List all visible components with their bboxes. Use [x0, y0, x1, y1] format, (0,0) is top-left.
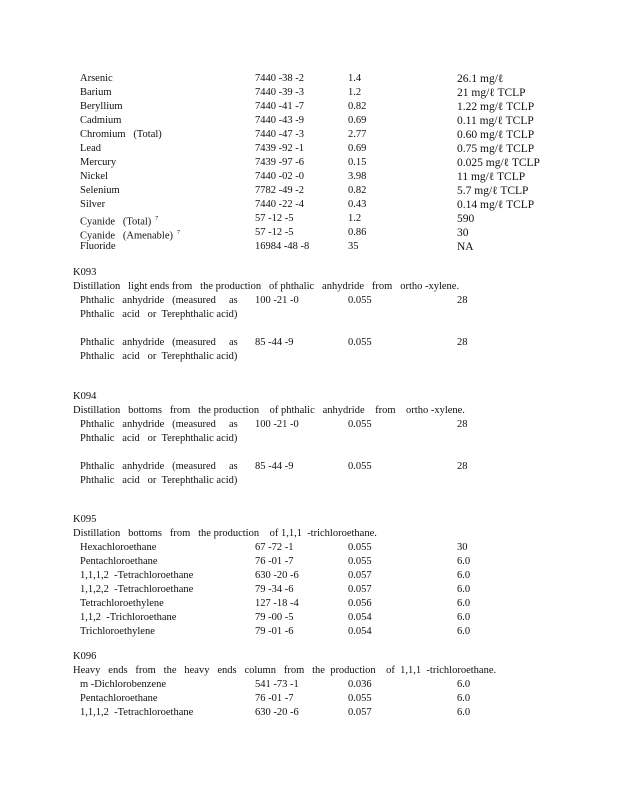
footnote-ref: 7	[155, 216, 159, 222]
constituent-name: Hexachloroethane	[80, 542, 157, 553]
footnote-ref: 7	[177, 230, 181, 236]
constituent-name: Tetrachloroethylene	[80, 598, 164, 609]
waste-description-k093: Distillation light ends from the production of phthalic anhydride from ortho -xylene.	[73, 281, 460, 292]
table-row	[0, 569, 618, 583]
constituent-name: Beryllium	[80, 101, 123, 112]
table-row	[0, 597, 618, 611]
cas-number: 7440 -22 -4	[255, 199, 304, 210]
constituent-name: 1,1,1,2 -Tetrachloroethane	[80, 707, 194, 718]
wastewater-value: 0.69	[348, 143, 367, 154]
wastewater-value: 0.056	[348, 598, 372, 609]
cas-number: 7439 -97 -6	[255, 157, 304, 168]
cas-number: 630 -20 -6	[255, 570, 299, 581]
wastewater-value: 0.69	[348, 115, 367, 126]
cas-number: 85 -44 -9	[255, 337, 294, 348]
nonwastewater-limit: 6.0	[457, 598, 471, 609]
table-row	[0, 226, 618, 240]
nonwastewater-limit: 6.0	[457, 584, 471, 595]
constituent-name: Phthalic anhydride (measured as Phthalic acid or Terephthalic acid)	[80, 419, 241, 444]
nonwastewater-limit: 0.75 mg/ℓ TCLP	[457, 143, 535, 155]
nonwastewater-limit: 0.60 mg/ℓ TCLP	[457, 129, 535, 141]
wastewater-value: 0.036	[348, 679, 372, 690]
waste-description-k096: Heavy ends from the heavy ends column from the production of 1,1,1 -trichloroethane.	[73, 665, 497, 676]
nonwastewater-limit: 30	[457, 227, 469, 239]
constituent-name-text: Cyanide (Amenable)	[80, 230, 174, 242]
cas-number: 127 -18 -4	[255, 598, 299, 609]
cas-number: 79 -34 -6	[255, 584, 294, 595]
cas-number: 7440 -02 -0	[255, 171, 304, 182]
cas-number: 79 -00 -5	[255, 612, 294, 623]
wastewater-value: 0.43	[348, 199, 367, 210]
waste-code-k093: K093	[73, 267, 97, 278]
wastewater-value: 0.055	[348, 461, 372, 472]
table-row	[0, 72, 618, 86]
nonwastewater-limit: 28	[457, 461, 468, 472]
nonwastewater-limit: 5.7 mg/ℓ TCLP	[457, 185, 529, 197]
table-row	[0, 336, 618, 350]
wastewater-value: 0.057	[348, 570, 372, 581]
nonwastewater-limit: 11 mg/ℓ TCLP	[457, 171, 526, 183]
table-row	[0, 212, 618, 226]
wastewater-value: 0.055	[348, 295, 372, 306]
table-row	[0, 541, 618, 555]
wastewater-value: 3.98	[348, 171, 367, 182]
table-row	[0, 418, 618, 432]
constituent-name: Mercury	[80, 157, 117, 168]
cas-number: 100 -21 -0	[255, 419, 299, 430]
constituent-name: Nickel	[80, 171, 108, 182]
cas-number: 67 -72 -1	[255, 542, 294, 553]
table-row	[0, 706, 618, 720]
wastewater-value: 0.057	[348, 584, 372, 595]
table-row	[0, 114, 618, 128]
table-row	[0, 184, 618, 198]
wastewater-value: 0.055	[348, 419, 372, 430]
waste-code-k095: K095	[73, 514, 97, 525]
waste-code-k096: K096	[73, 651, 97, 662]
nonwastewater-limit: 6.0	[457, 612, 471, 623]
constituent-name: 1,1,2,2 -Tetrachloroethane	[80, 584, 194, 595]
cas-number: 7440 -41 -7	[255, 101, 304, 112]
constituent-name: Lead	[80, 143, 101, 154]
wastewater-value: 0.055	[348, 542, 372, 553]
cas-number: 57 -12 -5	[255, 227, 294, 238]
nonwastewater-limit: 1.22 mg/ℓ TCLP	[457, 101, 535, 113]
cas-number: 7440 -39 -3	[255, 87, 304, 98]
nonwastewater-limit: 6.0	[457, 556, 471, 567]
nonwastewater-limit: 28	[457, 295, 468, 306]
nonwastewater-limit: 30	[457, 542, 468, 553]
constituent-name: Chromium (Total)	[80, 129, 162, 140]
cas-number: 85 -44 -9	[255, 461, 294, 472]
table-row	[0, 294, 618, 308]
constituent-name: Trichloroethylene	[80, 626, 155, 637]
cas-number: 76 -01 -7	[255, 556, 294, 567]
wastewater-value: 0.057	[348, 707, 372, 718]
nonwastewater-limit: 28	[457, 419, 468, 430]
wastewater-value: 0.055	[348, 337, 372, 348]
constituent-name: Selenium	[80, 185, 120, 196]
nonwastewater-limit: 28	[457, 337, 468, 348]
nonwastewater-limit: 0.14 mg/ℓ TCLP	[457, 199, 535, 211]
table-row	[0, 555, 618, 569]
nonwastewater-limit: 590	[457, 213, 475, 225]
wastewater-value: 0.86	[348, 227, 367, 238]
waste-description-k094: Distillation bottoms from the production of phthalic anhydride from ortho -xylene.	[73, 405, 465, 416]
table-row	[0, 240, 618, 254]
cas-number: 16984 -48 -8	[255, 241, 310, 252]
cas-number: 7439 -92 -1	[255, 143, 304, 154]
nonwastewater-limit: 6.0	[457, 707, 471, 718]
constituent-name: Silver	[80, 199, 106, 210]
table-row	[0, 198, 618, 212]
wastewater-value: 0.055	[348, 693, 372, 704]
constituent-name: Phthalic anhydride (measured as Phthalic acid or Terephthalic acid)	[80, 337, 241, 362]
wastewater-value: 35	[348, 241, 359, 252]
cas-number: 541 -73 -1	[255, 679, 299, 690]
table-row	[0, 611, 618, 625]
cas-number: 7440 -47 -3	[255, 129, 304, 140]
constituent-name: Barium	[80, 87, 112, 98]
table-row	[0, 583, 618, 597]
nonwastewater-limit: 6.0	[457, 679, 471, 690]
table-row	[0, 625, 618, 639]
wastewater-value: 0.054	[348, 612, 372, 623]
wastewater-value: 0.82	[348, 185, 367, 196]
constituent-name: m -Dichlorobenzene	[80, 679, 167, 690]
nonwastewater-limit: 6.0	[457, 626, 471, 637]
cas-number: 76 -01 -7	[255, 693, 294, 704]
constituent-name: Cadmium	[80, 115, 122, 126]
constituent-name: Phthalic anhydride (measured as Phthalic acid or Terephthalic acid)	[80, 295, 241, 320]
constituent-name-text: Cyanide (Total)	[80, 216, 152, 228]
table-row	[0, 170, 618, 184]
table-row	[0, 100, 618, 114]
nonwastewater-limit: 26.1 mg/ℓ	[457, 73, 504, 85]
cas-number: 7440 -43 -9	[255, 115, 304, 126]
constituent-name: Phthalic anhydride (measured as Phthalic acid or Terephthalic acid)	[80, 461, 241, 486]
constituent-name: Pentachloroethane	[80, 556, 158, 567]
wastewater-value: 1.2	[348, 213, 362, 224]
wastewater-value: 0.054	[348, 626, 372, 637]
table-row	[0, 678, 618, 692]
cas-number: 79 -01 -6	[255, 626, 294, 637]
waste-description-k095: Distillation bottoms from the production of 1,1,1 -trichloroethane.	[73, 528, 377, 539]
wastewater-value: 2.77	[348, 129, 367, 140]
waste-code-k094: K094	[73, 391, 97, 402]
nonwastewater-limit: 6.0	[457, 693, 471, 704]
wastewater-value: 1.4	[348, 73, 362, 84]
wastewater-value: 0.15	[348, 157, 367, 168]
cas-number: 7782 -49 -2	[255, 185, 304, 196]
cas-number: 630 -20 -6	[255, 707, 299, 718]
wastewater-value: 0.82	[348, 101, 367, 112]
table-row	[0, 86, 618, 100]
constituent-name: 1,1,2 -Trichloroethane	[80, 612, 177, 623]
table-row	[0, 460, 618, 474]
nonwastewater-limit: NA	[457, 241, 474, 253]
nonwastewater-limit: 21 mg/ℓ TCLP	[457, 87, 526, 99]
wastewater-value: 0.055	[348, 556, 372, 567]
wastewater-value: 1.2	[348, 87, 362, 98]
cas-number: 57 -12 -5	[255, 213, 294, 224]
cas-number: 100 -21 -0	[255, 295, 299, 306]
table-row	[0, 156, 618, 170]
cas-number: 7440 -38 -2	[255, 73, 304, 84]
constituent-name: Arsenic	[80, 73, 113, 84]
constituent-name: Pentachloroethane	[80, 693, 158, 704]
nonwastewater-limit: 0.025 mg/ℓ TCLP	[457, 157, 540, 169]
table-row	[0, 128, 618, 142]
table-row	[0, 692, 618, 706]
nonwastewater-limit: 0.11 mg/ℓ TCLP	[457, 115, 534, 127]
nonwastewater-limit: 6.0	[457, 570, 471, 581]
constituent-name: 1,1,1,2 -Tetrachloroethane	[80, 570, 194, 581]
constituent-name: Fluoride	[80, 241, 116, 252]
table-row	[0, 142, 618, 156]
